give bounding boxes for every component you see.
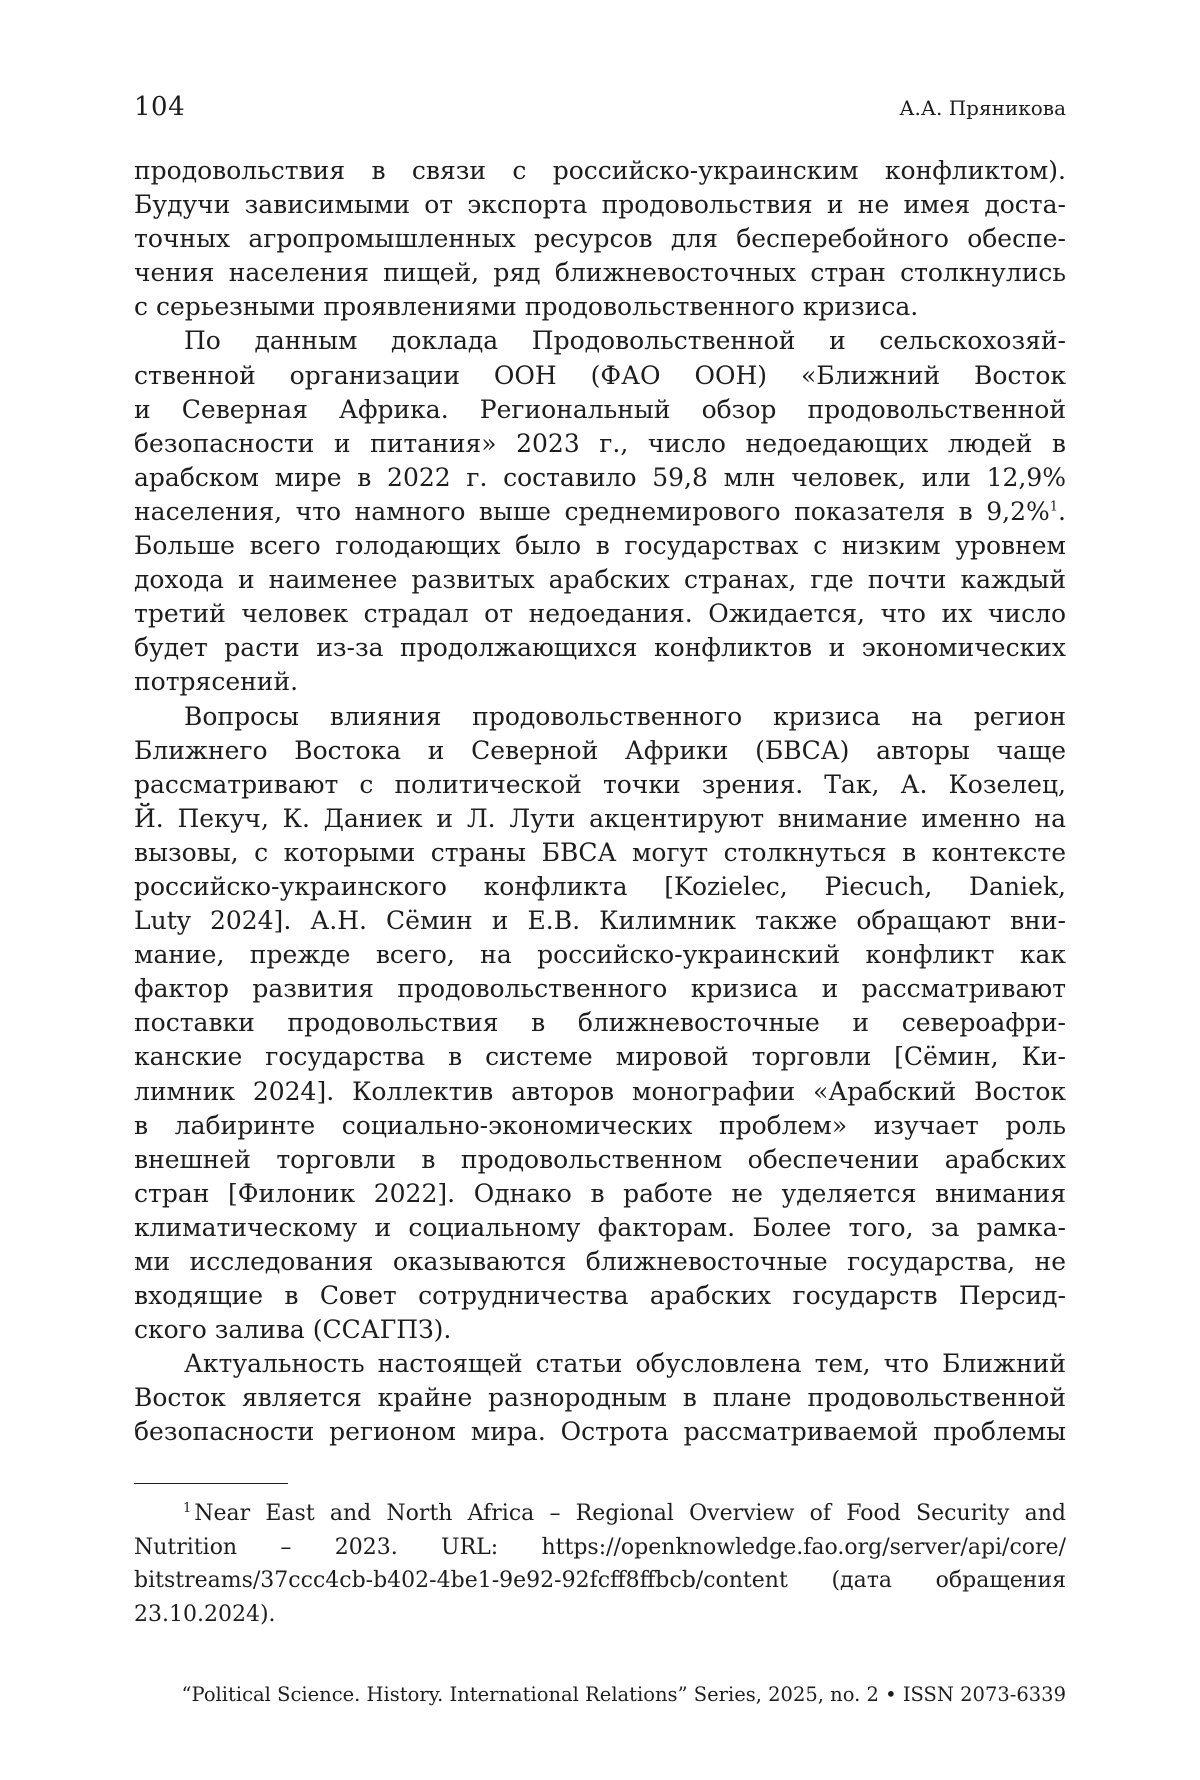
body-line: арабском мире в 2022 г. составило 59,8 млн человек, или 12,9% <box>134 461 1066 495</box>
body-line: ми исследования оказываются ближневосточные государства, не <box>134 1245 1066 1279</box>
page-header <box>134 92 1066 128</box>
body-line: поставки продовольствия в ближневосточные и североафри- <box>134 1006 1066 1040</box>
body-line: внешней торговли в продовольственном обеспечении арабских <box>134 1143 1066 1177</box>
body-line: потрясений. <box>134 665 1066 699</box>
body-line: входящие в Совет сотрудничества арабских государств Персид- <box>134 1279 1066 1313</box>
body-line: российско-украинского конфликта [Kozielec, Piecuch, Daniek, <box>134 870 1066 904</box>
footnotes <box>134 1497 1066 1631</box>
body-line: мание, прежде всего, на российско-украинский конфликт как <box>134 938 1066 972</box>
article-body <box>134 154 1066 1450</box>
body-line: продовольствия в связи с российско-украинским конфликтом). <box>134 154 1066 188</box>
body-line: Будучи зависимыми от экспорта продовольствия и не имея доста- <box>134 188 1066 222</box>
body-line: точных агропромышленных ресурсов для бесперебойного обеспе- <box>134 222 1066 256</box>
footnote-line: bitstreams/37ccc4cb-b402-4be1-9e92-92fcff8ffbcb/content (дата обращения <box>134 1564 1066 1598</box>
body-line: будет расти из-за продолжающихся конфликтов и экономических <box>134 631 1066 665</box>
body-line: ственной организации ООН (ФАО ООН) «Ближний Восток <box>134 359 1066 393</box>
body-line-with-footnote-ref <box>134 495 1066 529</box>
body-line: Й. Пекуч, К. Даниек и Л. Лути акцентируют внимание именно на <box>134 802 1066 836</box>
body-line: безопасности регионом мира. Острота рассматриваемой проблемы <box>134 1415 1066 1449</box>
body-line: Восток является крайне разнородным в плане продовольственной <box>134 1381 1066 1415</box>
footnote-line <box>134 1497 1066 1531</box>
running-head-author: А.А. Пряникова <box>899 96 1066 120</box>
footnote-reference[interactable]: 1 <box>1050 500 1058 515</box>
body-line: канские государства в системе мировой торговли [Сёмин, Ки- <box>134 1040 1066 1074</box>
body-line: в лабиринте социально-экономических проблем» изучает роль <box>134 1109 1066 1143</box>
body-line: стран [Филоник 2022]. Однако в работе не уделяется внимания <box>134 1177 1066 1211</box>
paragraph-start-line: По данным доклада Продовольственной и сельскохозяй- <box>134 324 1066 358</box>
body-line: дохода и наименее развитых арабских странах, где почти каждый <box>134 563 1066 597</box>
paragraph-start-line: Актуальность настоящей статьи обусловлена тем, что Ближний <box>134 1347 1066 1381</box>
body-line: вызовы, с которыми страны БВСА могут столкнуться в контексте <box>134 836 1066 870</box>
body-line: безопасности и питания» 2023 г., число недоедающих людей в <box>134 427 1066 461</box>
journal-footer: “Political Science. History. International Relations” Series, 2025, no. 2 • ISSN 2073-6339 <box>182 1683 1066 1706</box>
body-line: Ближнего Востока и Северной Африки (БВСА) авторы чаще <box>134 734 1066 768</box>
footnote-text: Near East and North Africa – Regional Overview of Food Security and <box>194 1501 1066 1526</box>
journal-page <box>0 0 1200 1780</box>
body-line: Больше всего голодающих было в государствах с низким уровнем <box>134 529 1066 563</box>
page-number: 104 <box>134 92 185 122</box>
body-line: чения населения пищей, ряд ближневосточных стран столкнулись <box>134 256 1066 290</box>
body-line: ского залива (ССАГПЗ). <box>134 1313 1066 1347</box>
body-line: климатическому и социальному факторам. Более того, за рамка- <box>134 1211 1066 1245</box>
paragraph-start-line: Вопросы влияния продовольственного кризиса на регион <box>134 700 1066 734</box>
body-line: рассматривают с политической точки зрения. Так, А. Козелец, <box>134 768 1066 802</box>
body-line: третий человек страдал от недоедания. Ожидается, что их число <box>134 597 1066 631</box>
body-line: фактор развития продовольственного кризиса и рассматривают <box>134 972 1066 1006</box>
body-line: Luty 2024]. А.Н. Сёмин и Е.В. Килимник также обращают вни- <box>134 904 1066 938</box>
body-line-text: населения, что намного выше среднемирового показателя в 9,2% <box>134 497 1050 526</box>
footnote-separator <box>134 1483 288 1484</box>
footnote-line: Nutrition – 2023. URL: https://openknowledge.fao.org/server/api/core/ <box>134 1531 1066 1565</box>
footnote-line: 23.10.2024). <box>134 1598 1066 1632</box>
body-line-tail: . <box>1058 497 1066 526</box>
body-line: лимник 2024]. Коллектив авторов монографии «Арабский Восток <box>134 1075 1066 1109</box>
body-line: и Северная Африка. Региональный обзор продовольственной <box>134 393 1066 427</box>
body-line: с серьезными проявлениями продовольственного кризиса. <box>134 290 1066 324</box>
footnote-marker: 1 <box>183 1501 191 1516</box>
